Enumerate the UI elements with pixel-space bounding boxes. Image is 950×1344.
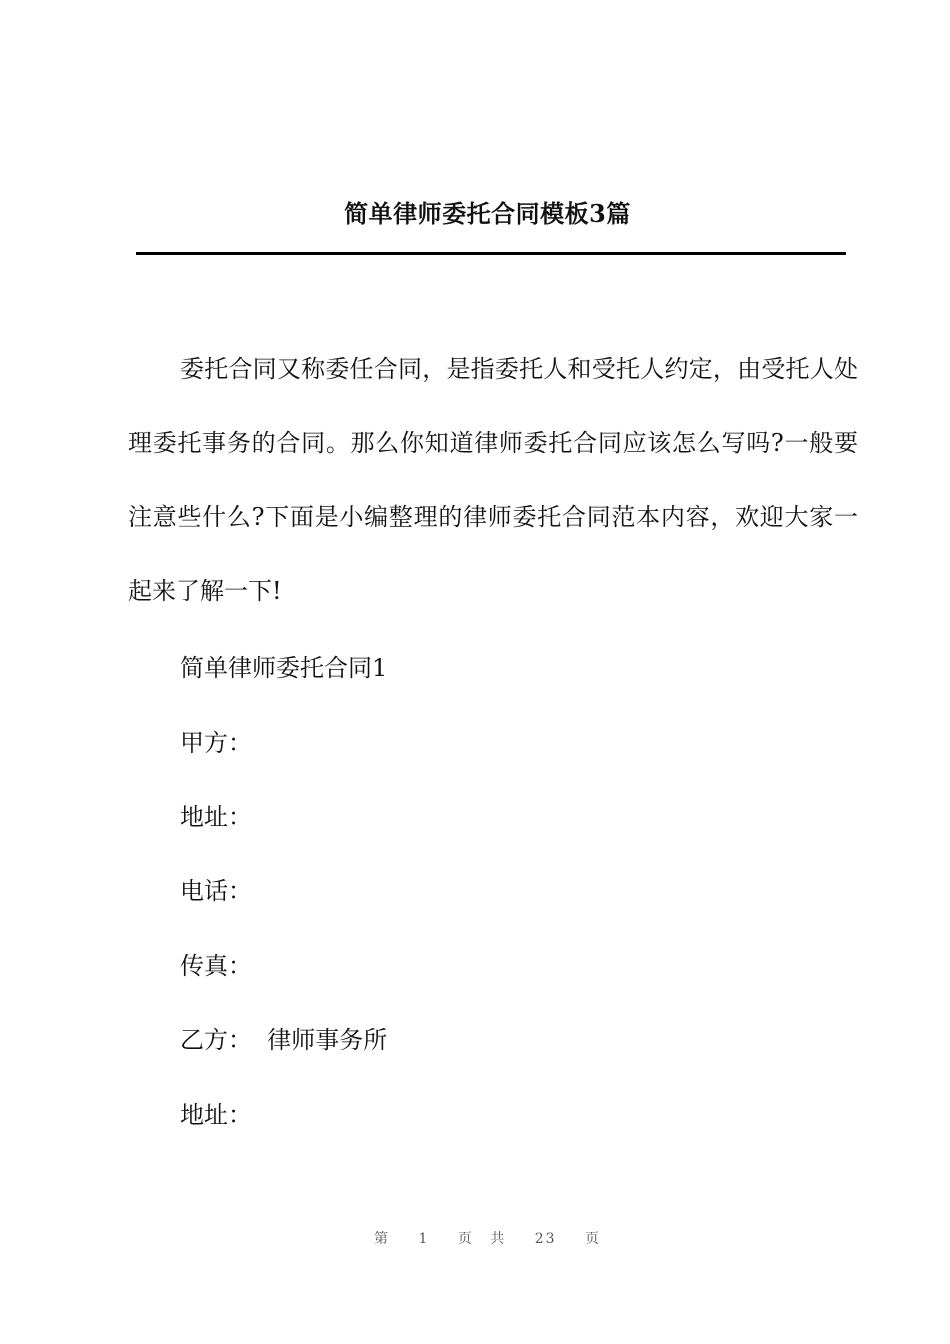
phone-label: 电话： xyxy=(180,877,252,905)
party-b-value: 律师事务所 xyxy=(267,1026,388,1054)
page-footer xyxy=(0,1228,950,1248)
footer-prefix: 第 xyxy=(373,1231,390,1247)
address-label-2: 地址： xyxy=(180,1101,252,1129)
footer-middle: 页 共 xyxy=(457,1231,507,1247)
footer-page-number: 1 xyxy=(418,1231,430,1247)
party-b-line xyxy=(180,1020,387,1060)
party-a-label: 甲方： xyxy=(180,729,252,757)
title-divider xyxy=(136,252,846,255)
section-title: 简单律师委托合同1 xyxy=(180,654,388,682)
intro-paragraph: 委托合同又称委任合同，是指委托人和受托人约定，由受托人处理委托事务的合同。那么你知道律师委托合同应该怎么写吗?一般要注意些什么?下面是小编整理的律师委托合同范本内容，欢迎大家一起来了解一下! xyxy=(128,355,858,605)
address-label-1: 地址： xyxy=(180,803,252,831)
footer-total-pages: 23 xyxy=(534,1231,557,1247)
fax-label: 传真： xyxy=(180,952,252,980)
page-title: 简单律师委托合同模板3篇 xyxy=(344,199,631,228)
footer-suffix: 页 xyxy=(585,1231,601,1247)
party-b-label: 乙方： xyxy=(180,1026,252,1054)
